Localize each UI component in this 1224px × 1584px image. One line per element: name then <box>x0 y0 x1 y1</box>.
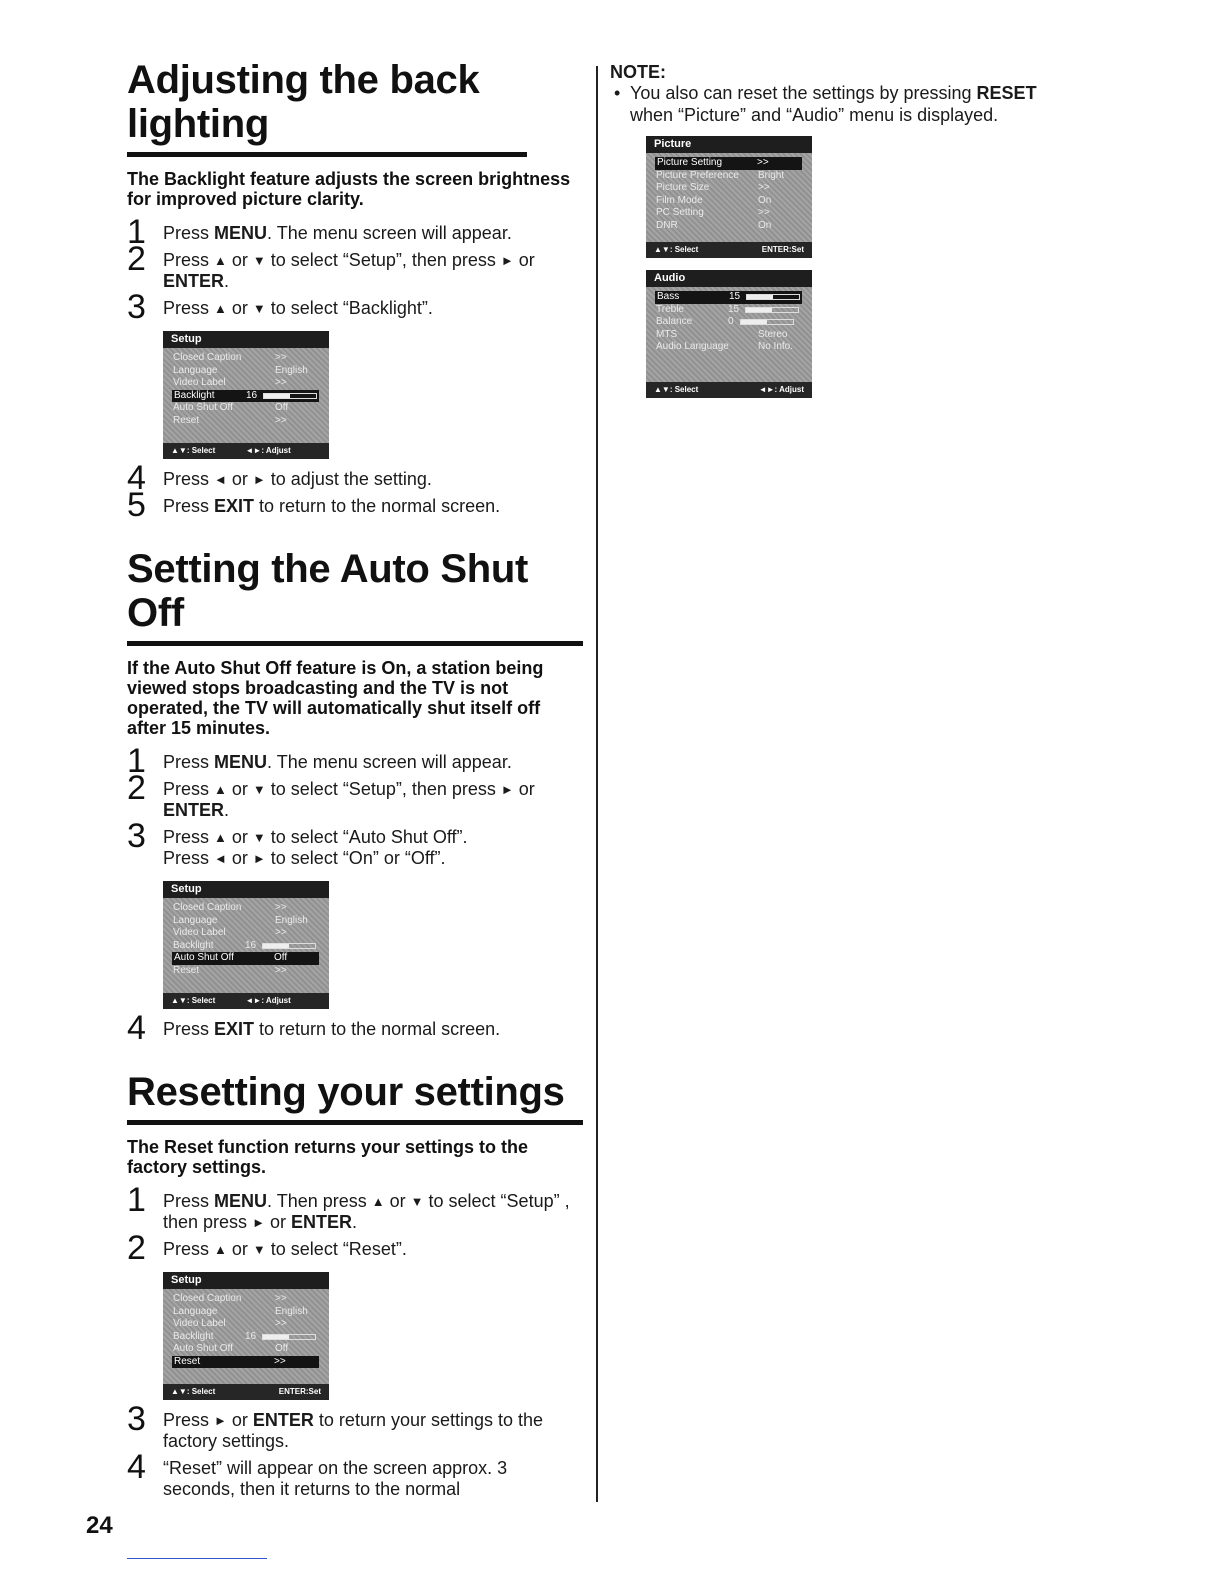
step-text: Press ► or ENTER to return your settings to the factory settings. <box>163 1410 544 1451</box>
section-title-reset: Resetting your settings <box>127 1070 583 1125</box>
step-item <box>127 213 583 251</box>
menu-row-selected: Reset >> <box>172 1356 319 1369</box>
step-number: 2 <box>127 1229 146 1267</box>
step-item <box>127 817 583 869</box>
step-item <box>127 240 583 292</box>
menu-footer: ▲▼: Select ◄►: Adjust <box>163 993 329 1009</box>
step-number: 5 <box>127 486 146 524</box>
menu-row: Video Label >> <box>173 927 287 938</box>
menu-row: MTS Stereo <box>656 328 788 340</box>
step-text: Press ◄ or ► to adjust the setting. <box>163 469 432 489</box>
menu-row: Language English <box>173 914 308 926</box>
step-item <box>127 288 583 326</box>
menu-title: Setup <box>163 881 329 898</box>
step-text: Press MENU. The menu screen will appear. <box>163 752 512 772</box>
step-item <box>127 742 583 780</box>
step-number: 4 <box>127 459 146 497</box>
menu-row-selected: Backlight 16 <box>172 390 319 403</box>
menu-footer: ▲▼: Select ◄►: Adjust <box>646 382 812 398</box>
menu-footer: ▲▼: Select ◄►: Adjust <box>163 443 329 459</box>
menu-row-selected: Picture Setting >> <box>655 157 802 170</box>
menu-row: Auto Shut Off Off <box>173 402 289 413</box>
menu-footer: ▲▼: Select ENTER:Set <box>163 1384 329 1400</box>
left-column <box>127 58 583 1506</box>
bullet-icon: • <box>614 83 621 103</box>
section-intro-backlight: The Backlight feature adjusts the screen brightness for improved picture clarity. <box>127 169 571 209</box>
menu-row: Reset >> <box>173 414 287 426</box>
menu-row: Picture Preference Bright <box>656 169 785 181</box>
step-item <box>127 1448 583 1500</box>
menu-row: Closed Caption >> <box>173 352 287 363</box>
step-text: Press MENU. The menu screen will appear. <box>163 223 512 243</box>
step-number: 4 <box>127 1448 146 1486</box>
menu-row: Language English <box>173 364 308 376</box>
menu-row: Audio Language No Info. <box>656 341 794 352</box>
step-text: “Reset” will appear on the screen approx. 3 seconds, then it returns to the normal <box>163 1458 508 1499</box>
menu-row: Language English <box>173 1305 308 1317</box>
audio-menu-screenshot <box>646 270 812 398</box>
step-item <box>127 769 583 821</box>
menu-title: Picture <box>646 136 812 153</box>
step-item <box>127 1400 583 1452</box>
step-text: Press ▲ or ▼ to select “Auto Shut Off”. Press ◄ or ► to select “On” or “Off”. <box>163 827 468 868</box>
step-number: 1 <box>127 1181 146 1219</box>
step-item <box>127 1009 583 1047</box>
section-intro-reset: The Reset function returns your settings to the factory settings. <box>127 1137 529 1177</box>
step-item <box>127 486 583 524</box>
menu-row: DNR On <box>656 219 772 231</box>
note-heading: NOTE: <box>610 62 666 82</box>
column-divider <box>596 66 598 1502</box>
menu-row: Balance 0 <box>646 316 812 329</box>
note-item: • You also can reset the settings by pressing RESET when “Picture” and “Audio” menu is displayed. <box>614 83 1037 125</box>
step-text: Press MENU. Then press ▲ or ▼ to select “Setup” , then press ► or ENTER. <box>163 1191 570 1232</box>
setup-menu-screenshot <box>163 331 329 459</box>
picture-menu-screenshot <box>646 136 812 258</box>
menu-row: Backlight 16 <box>163 940 329 953</box>
menu-row: Reset >> <box>173 964 287 976</box>
menu-title: Setup <box>163 331 329 348</box>
page-number: 24 <box>86 1512 113 1539</box>
step-text: Press EXIT to return to the normal screen. <box>163 1019 501 1039</box>
menu-row: Video Label >> <box>173 377 287 388</box>
step-number: 3 <box>127 1400 146 1438</box>
menu-row-selected: Auto Shut Off Off <box>172 952 319 965</box>
section-intro-auto-shut-off: If the Auto Shut Off feature is On, a station being viewed stops broadcasting and the TV is not operated, the TV will automatically shut itself off after 15 minutes. <box>127 658 544 738</box>
menu-title: Setup <box>163 1272 329 1289</box>
menu-row: Closed Caption >> <box>173 1293 287 1304</box>
step-text: Press ▲ or ▼ to select “Reset”. <box>163 1239 407 1259</box>
menu-row: Backlight 16 <box>163 1331 329 1344</box>
step-number: 3 <box>127 817 146 855</box>
step-number: 1 <box>127 213 146 251</box>
step-text: Press ▲ or ▼ to select “Setup”, then press ► or ENTER. <box>163 250 535 291</box>
step-number: 1 <box>127 742 146 780</box>
menu-title: Audio <box>646 270 812 287</box>
menu-row: PC Setting >> <box>656 207 770 218</box>
step-number: 4 <box>127 1009 146 1047</box>
step-item <box>127 1181 583 1233</box>
menu-row: Video Label >> <box>173 1318 287 1329</box>
step-number: 2 <box>127 240 146 278</box>
menu-row: Treble 15 <box>646 304 812 317</box>
section-title-backlight: Adjusting the back lighting <box>127 58 527 157</box>
menu-row: Closed Caption >> <box>173 902 287 913</box>
menu-row-selected: Bass 15 <box>655 291 802 304</box>
step-item <box>127 1229 583 1267</box>
menu-row: Film Mode On <box>656 194 772 206</box>
menu-row: Picture Size >> <box>656 182 770 193</box>
menu-footer: ▲▼: Select ENTER:Set <box>646 242 812 258</box>
slider-fill <box>264 394 290 398</box>
step-number: 3 <box>127 288 146 326</box>
footer-rule <box>127 1558 267 1559</box>
backlight-slider <box>263 393 317 399</box>
step-text: Press EXIT to return to the normal screen. <box>163 496 501 516</box>
setup-menu-screenshot <box>163 1272 329 1400</box>
step-item <box>127 459 583 497</box>
step-number: 2 <box>127 769 146 807</box>
setup-menu-screenshot <box>163 881 329 1009</box>
section-title-auto-shut-off: Setting the Auto Shut Off <box>127 547 583 646</box>
step-text: Press ▲ or ▼ to select “Backlight”. <box>163 298 433 318</box>
menu-row: Auto Shut Off Off <box>173 1343 289 1354</box>
step-text: Press ▲ or ▼ to select “Setup”, then press ► or ENTER. <box>163 779 535 820</box>
right-column <box>610 62 1080 398</box>
